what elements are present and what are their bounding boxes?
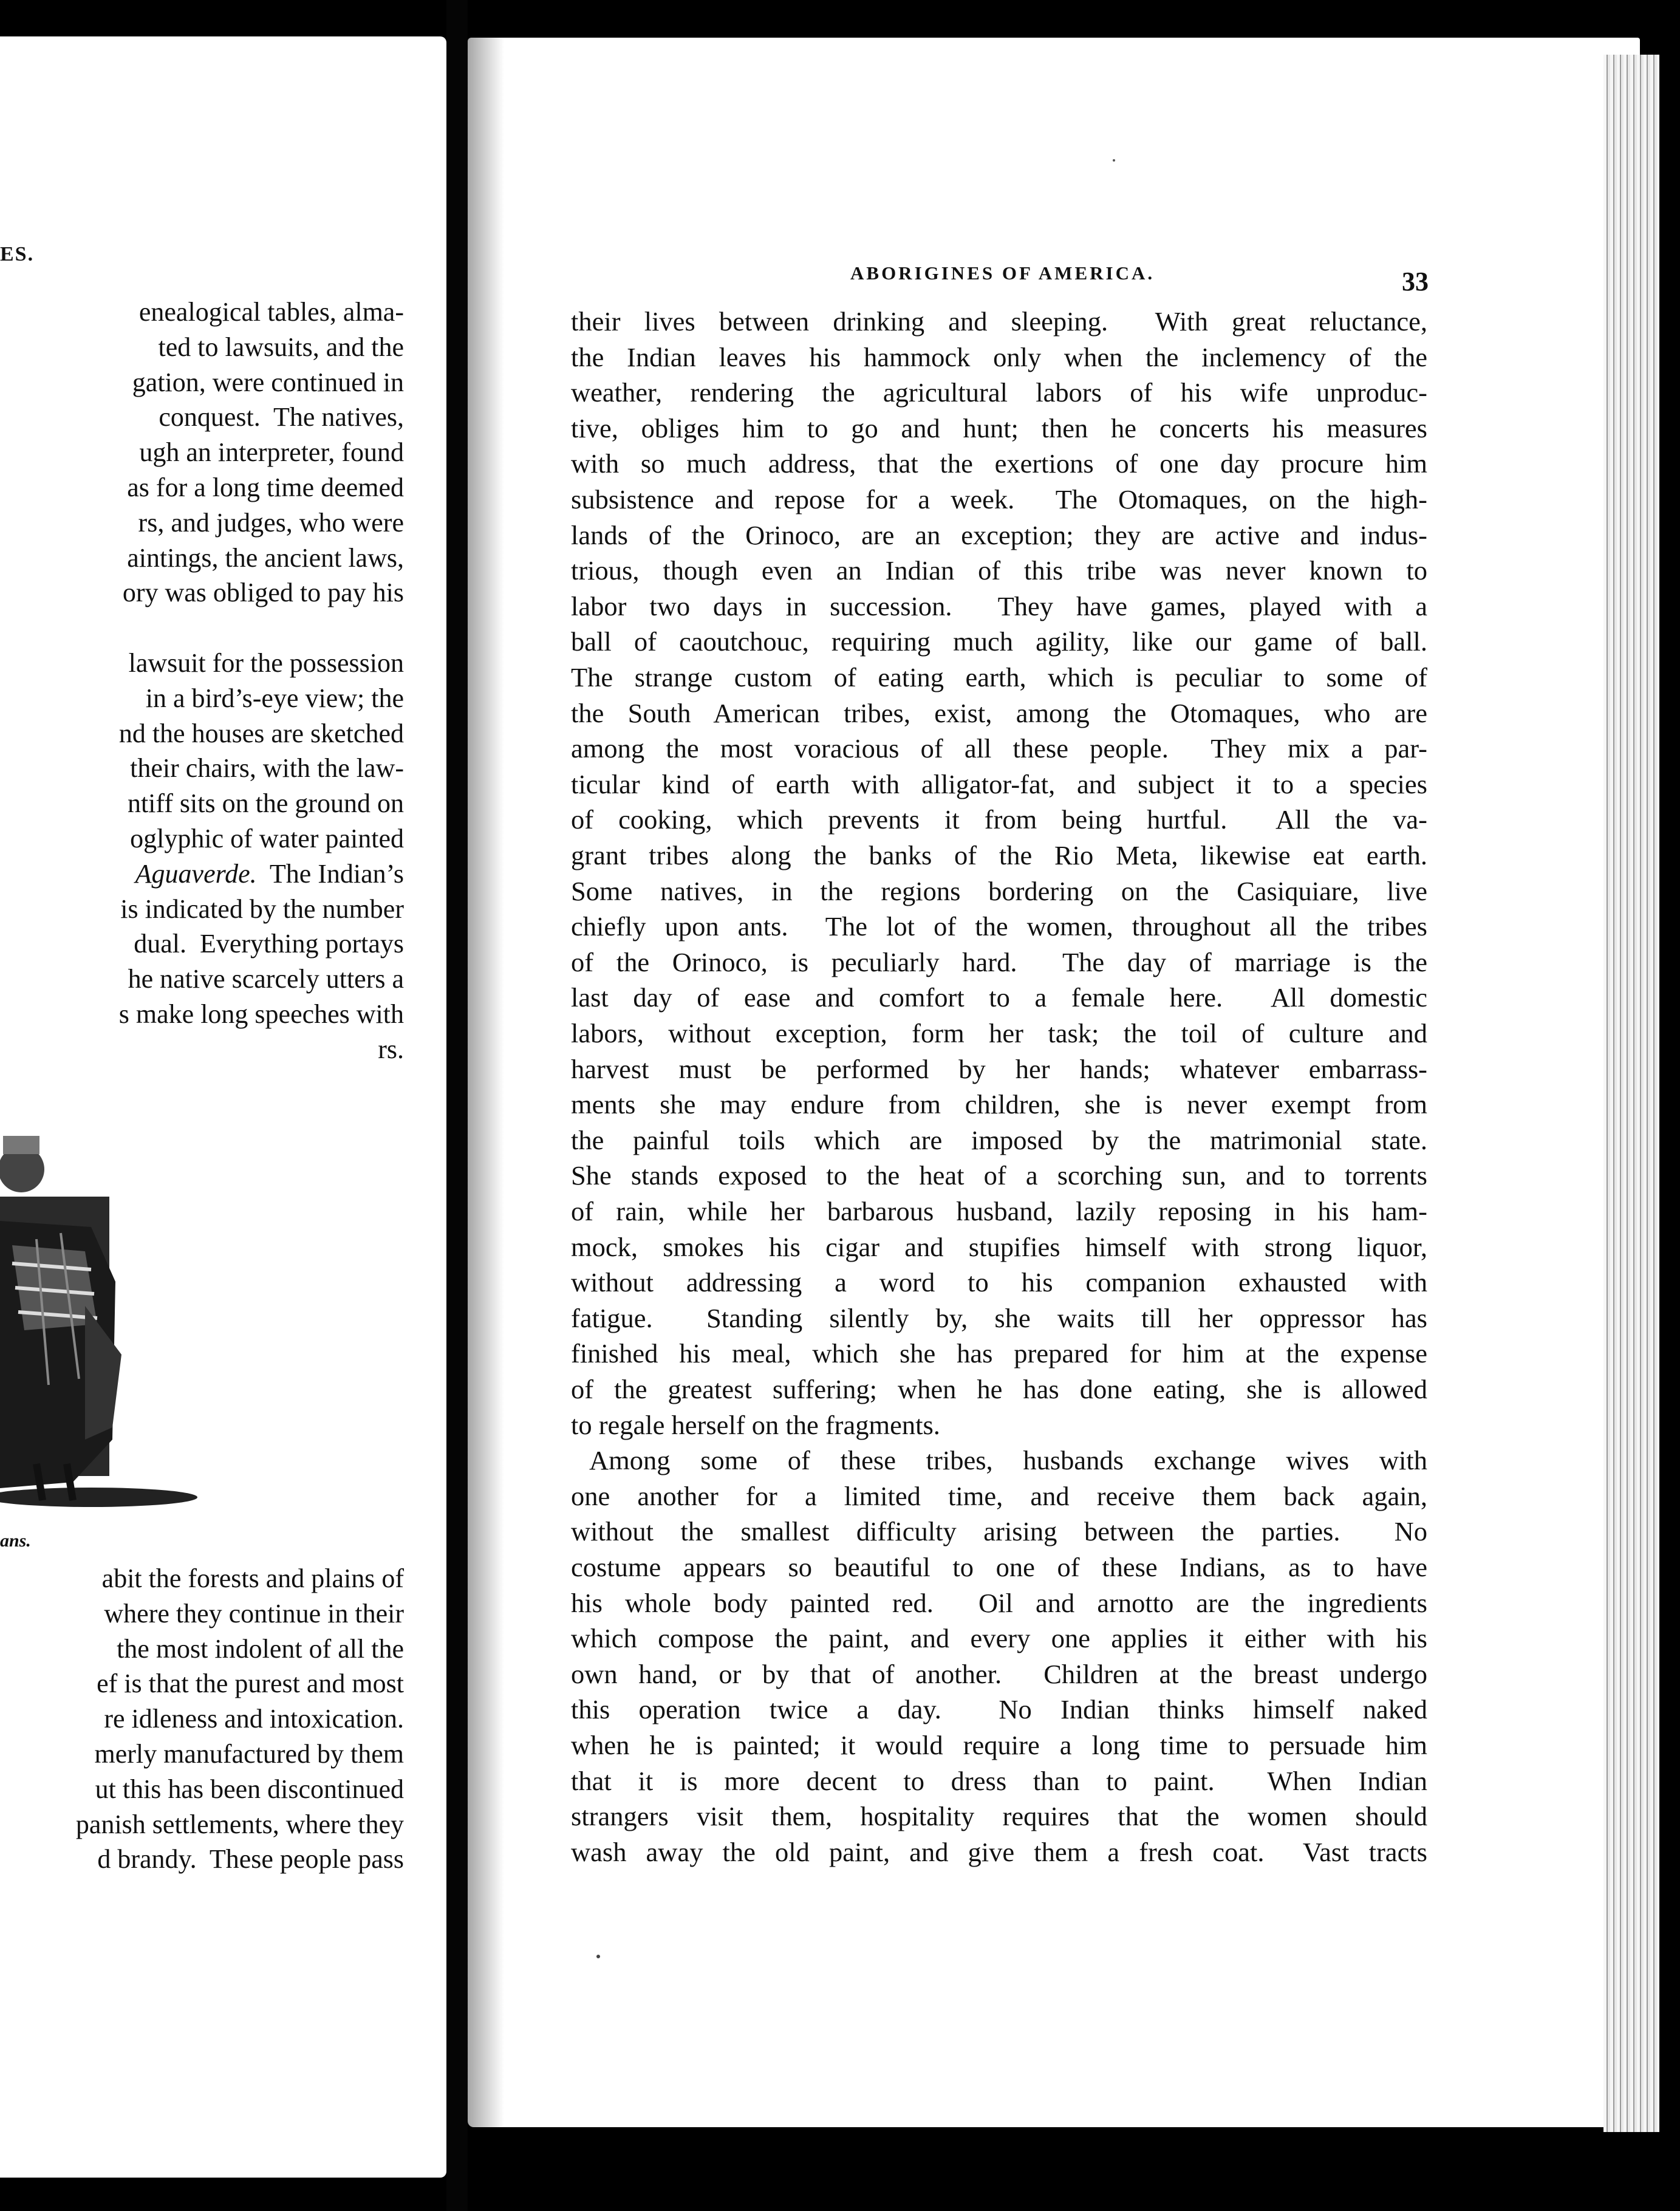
body-text-line: trious, though even an Indian of this tribe was never known to [571, 555, 1427, 586]
body-text-line: to regale herself on the fragments. [571, 1409, 940, 1440]
body-text-line: of rain, while her barbarous husband, lazily reposing in his ham- [571, 1196, 1427, 1226]
left-text-line: d brandy. These people pass [97, 1844, 404, 1874]
body-text-line: with so much address, that the exertions of one day procure him [571, 448, 1427, 479]
left-text-line: dual. Everything portays [134, 929, 404, 959]
body-text-line: that it is more decent to dress than to paint. When Indian [571, 1765, 1427, 1796]
body-text-line: wash away the old paint, and give them a fresh coat. Vast tracts [571, 1836, 1427, 1867]
body-text-line: mock, smokes his cigar and stupifies himself with strong liquor, [571, 1231, 1427, 1262]
left-page-header: ES. [0, 243, 35, 265]
body-text-line: labor two days in succession. They have games, played with a [571, 590, 1427, 621]
left-text-line: nd the houses are sketched [118, 718, 404, 748]
body-text-line: without the smallest difficulty arising between the parties. No [571, 1516, 1427, 1547]
body-text-line: tive, obliges him to go and hunt; then he concerts his measures [571, 412, 1427, 443]
left-text-line: ntiff sits on the ground on [127, 788, 404, 819]
body-text-line: own hand, or by that of another. Children at the breast undergo [571, 1658, 1427, 1689]
left-text-line: s make long speeches with [118, 999, 404, 1029]
body-text-line: last day of ease and comfort to a female here. All domestic [571, 982, 1427, 1013]
left-text-line: lawsuit for the possession [128, 648, 404, 678]
body-text-line: which compose the paint, and every one applies it either with his [571, 1623, 1427, 1654]
left-text-line: gation, were continued in [132, 367, 404, 397]
left-text-line: rs, and judges, who were [138, 507, 404, 538]
body-text-line: among the most voracious of all these people. They mix a par- [571, 733, 1427, 764]
body-text-line: the Indian leaves his hammock only when the inclemency of the [571, 341, 1427, 372]
left-text-line: re idleness and intoxication. [104, 1704, 404, 1734]
body-text-line: Some natives, in the regions bordering on the Casiquiare, live [571, 875, 1427, 906]
left-text-line: rs. [378, 1034, 404, 1064]
body-text-line: labors, without exception, form her task; the toil of culture and [571, 1018, 1427, 1048]
left-text-line: ut this has been discontinued [95, 1774, 404, 1804]
left-text-line: ted to lawsuits, and the [158, 332, 404, 362]
body-text-line: harvest must be performed by her hands; whatever embarrass- [571, 1053, 1427, 1084]
body-text-line: of the greatest suffering; when he has done eating, she is allowed [571, 1374, 1427, 1404]
body-text-line: costume appears so beautiful to one of these Indians, as to have [571, 1552, 1427, 1582]
body-text-line: lands of the Orinoco, are an exception; they are active and indus- [571, 519, 1427, 550]
body-text-line: ball of caoutchouc, requiring much agility, like our game of ball. [571, 626, 1427, 657]
body-text-line: ticular kind of earth with alligator-fat, and subject it to a species [571, 768, 1427, 799]
body-text-line: of cooking, which prevents it from being hurtful. All the va- [571, 804, 1427, 835]
body-text-line: when he is painted; it would require a long time to persuade him [571, 1730, 1427, 1760]
engraving-figure [0, 1124, 200, 1512]
left-text-line: their chairs, with the law- [130, 753, 404, 784]
body-text-line: Among some of these tribes, husbands exchange wives with [589, 1445, 1427, 1476]
body-text-line: fatigue. Standing silently by, she waits till her oppressor has [571, 1302, 1427, 1333]
left-text-line: Aguaverde. The Indian’s [135, 858, 404, 889]
page-edges [1603, 55, 1659, 2132]
body-text-line: this operation twice a day. No Indian thinks himself naked [571, 1694, 1427, 1725]
left-text-line: oglyphic of water painted [130, 824, 404, 853]
gutter-shadow [468, 38, 504, 2127]
body-text-line: weather, rendering the agricultural labors of his wife unproduc- [571, 377, 1427, 408]
left-text-line: aintings, the ancient laws, [127, 542, 404, 573]
left-text-line: is indicated by the number [120, 894, 404, 924]
body-text-line: one another for a limited time, and receive them back again, [571, 1480, 1427, 1511]
body-text-line: the painful toils which are imposed by the matrimonial state. [571, 1124, 1427, 1155]
left-text-line: as for a long time deemed [127, 473, 404, 502]
body-text-line: chiefly upon ants. The lot of the women, throughout all the tribes [571, 911, 1427, 942]
body-text-line: grant tribes along the banks of the Rio Meta, likewise eat earth. [571, 840, 1427, 870]
body-text-line: The strange custom of eating earth, which is peculiar to some of [571, 662, 1427, 692]
left-text-line: ef is that the purest and most [97, 1669, 404, 1699]
left-text-line: merly manufactured by them [94, 1739, 404, 1769]
running-head: ABORIGINES OF AMERICA. [850, 262, 1155, 284]
left-text-line: the most indolent of all the [117, 1633, 404, 1664]
left-page [0, 36, 446, 2178]
body-text-line: She stands exposed to the heat of a scorching sun, and to torrents [571, 1160, 1427, 1191]
left-text-line: ugh an interpreter, found [139, 437, 404, 468]
print-speck [596, 1955, 600, 1958]
print-speck [1113, 159, 1115, 162]
book-gutter [446, 0, 468, 2211]
left-text-line: in a bird’s-eye view; the [145, 683, 404, 713]
body-text-line: of the Orinoco, is peculiarly hard. The day of marriage is the [571, 946, 1427, 977]
body-text-line: without addressing a word to his companion exhausted with [571, 1267, 1427, 1298]
left-text-line: enealogical tables, alma- [138, 297, 404, 327]
left-text-line: panish settlements, where they [75, 1809, 404, 1839]
body-text-line: strangers visit them, hospitality requires that the women should [571, 1801, 1427, 1832]
figure-caption: ans. [0, 1531, 31, 1551]
left-text-line: he native scarcely utters a [128, 964, 404, 994]
left-text-line: abit the forests and plains of [101, 1563, 404, 1593]
body-text-line: ments she may endure from children, she is never exempt from [571, 1089, 1427, 1120]
left-text-line: conquest. The natives, [159, 402, 404, 432]
left-text-line: where they continue in their [104, 1598, 404, 1628]
body-text-line: their lives between drinking and sleeping. With great reluctance, [571, 306, 1427, 337]
body-text-line: subsistence and repose for a week. The Otomaques, on the high- [571, 484, 1427, 514]
left-text-line: ory was obliged to pay his [122, 578, 404, 608]
body-text-line: the South American tribes, exist, among the Otomaques, who are [571, 697, 1427, 728]
body-text-line: his whole body painted red. Oil and arnotto are the ingredients [571, 1587, 1427, 1618]
page-number: 33 [1402, 267, 1429, 296]
body-text-line: finished his meal, which she has prepared for him at the expense [571, 1338, 1427, 1369]
